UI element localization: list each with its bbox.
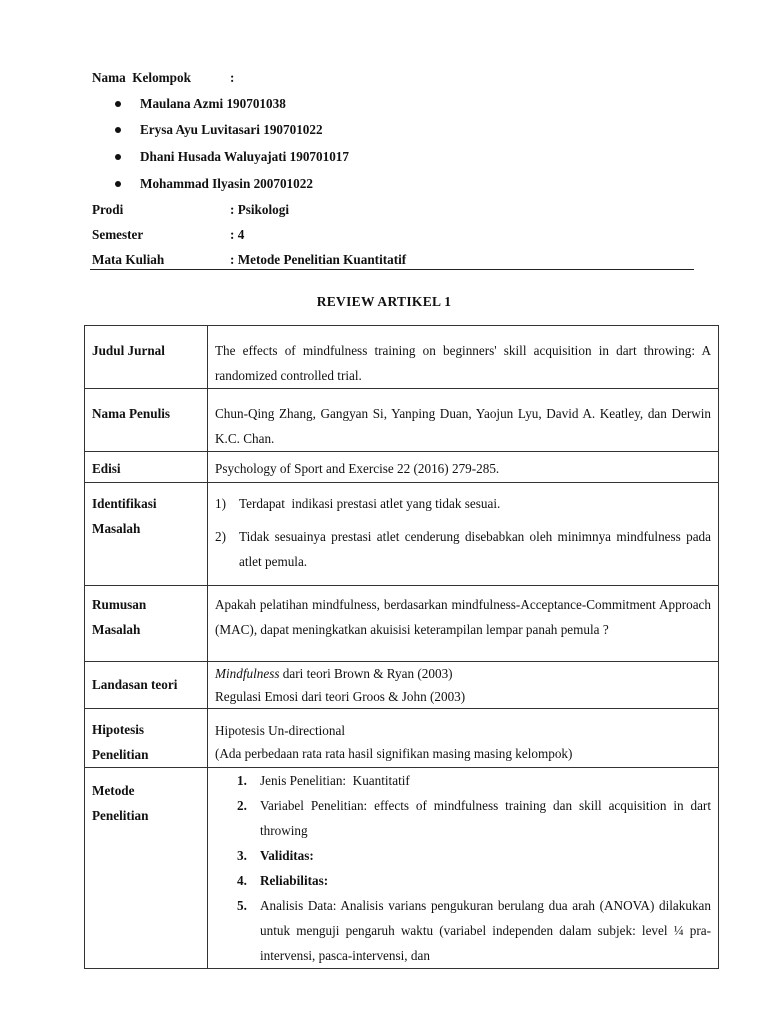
- hipotesis-value: Hipotesis Un-directional (Ada perbedaan rata rata hasil signifikan masing masing kelompok): [208, 709, 719, 768]
- landasan-label: Landasan teori: [85, 662, 208, 709]
- rumusan-value: Apakah pelatihan mindfulness, berdasarkan mindfulness-Acceptance-Commitment Approach (MAC), dapat meningkatkan akuisisi keterampilan lempar panah pemula ?: [208, 586, 719, 662]
- list-item: 3. Validitas:: [237, 848, 314, 863]
- kelompok-label: Nama Kelompok: [92, 70, 191, 85]
- edisi-label: Edisi: [85, 452, 208, 483]
- metode-list: [215, 768, 711, 968]
- judul-value: The effects of mindfulness training on beginners' skill acquisition in dart throwing: A randomized controlled trial.: [208, 326, 719, 389]
- prodi-value: : Psikologi: [230, 202, 289, 217]
- semester-value: : 4: [230, 227, 245, 242]
- list-item: 1. Jenis Penelitian: Kuantitatif: [237, 773, 410, 788]
- table-row-landasan: [85, 662, 719, 709]
- member-item: [115, 174, 313, 194]
- table-row-penulis: [85, 389, 719, 452]
- list-item: 2) Tidak sesuainya prestasi atlet cenderung disebabkan oleh minimnya mindfulness pada atlet pemula.: [215, 529, 711, 569]
- identifikasi-value: [208, 483, 719, 586]
- table-row-edisi: [85, 452, 719, 483]
- header-divider: [90, 269, 694, 270]
- list-item: 4. Reliabilitas:: [237, 873, 329, 888]
- table-row-hipotesis: [85, 709, 719, 768]
- metode-label: Metode Penelitian: [85, 768, 208, 969]
- member-name: Dhani Husada Waluyajati 190701017: [140, 149, 349, 164]
- review-table: [84, 325, 719, 969]
- list-item: 5. Analisis Data: Analisis varians pengukuran berulang dua arah (ANOVA) dilakukan untuk menguji pengaruh waktu (variabel independen dalam subjek: level ¼ pra-intervensi, pasca-intervensi, dan: [237, 898, 711, 963]
- member-name: Maulana Azmi 190701038: [140, 96, 286, 111]
- prodi-label: Prodi: [92, 202, 124, 217]
- list-spacer: [215, 516, 711, 524]
- landasan-value: Mindfulness dari teori Brown & Ryan (2003) Regulasi Emosi dari teori Groos & John (2003): [208, 662, 719, 709]
- page-title: REVIEW ARTIKEL 1: [316, 294, 452, 309]
- identifikasi-label: Identifikasi Masalah: [85, 483, 208, 586]
- list-item: 1) Terdapat indikasi prestasi atlet yang tidak sesuai.: [215, 496, 501, 511]
- edisi-value: Psychology of Sport and Exercise 22 (2016) 279-285.: [208, 452, 719, 483]
- kelompok-value: :: [230, 70, 235, 85]
- penulis-label: Nama Penulis: [85, 389, 208, 452]
- metode-value: [208, 768, 719, 969]
- matkul-label: Mata Kuliah: [92, 252, 165, 267]
- bullet-icon: [115, 101, 121, 107]
- bullet-icon: [115, 127, 121, 133]
- semester-label: Semester: [92, 227, 144, 242]
- member-item: [115, 120, 323, 140]
- member-name: Erysa Ayu Luvitasari 190701022: [140, 122, 323, 137]
- table-row-rumusan: [85, 586, 719, 662]
- bullet-icon: [115, 181, 121, 187]
- table-row-metode: [85, 768, 719, 969]
- member-name: Mohammad Ilyasin 200701022: [140, 176, 313, 191]
- hipotesis-label: Hipotesis Penelitian: [85, 709, 208, 768]
- table-row-judul: [85, 326, 719, 389]
- member-item: [115, 94, 286, 114]
- member-item: [115, 147, 349, 167]
- list-item: 2. Variabel Penelitian: effects of mindfulness training dan skill acquisition in dart throwing: [237, 798, 711, 838]
- rumusan-label: Rumusan Masalah: [85, 586, 208, 662]
- table-row-identifikasi: [85, 483, 719, 586]
- penulis-value: Chun-Qing Zhang, Gangyan Si, Yanping Duan, Yaojun Lyu, David A. Keatley, dan Derwin K.C. Chan.: [208, 389, 719, 452]
- bullet-icon: [115, 154, 121, 160]
- matkul-value: : Metode Penelitian Kuantitatif: [230, 252, 407, 267]
- judul-label: Judul Jurnal: [85, 326, 208, 389]
- identifikasi-list: [215, 491, 711, 574]
